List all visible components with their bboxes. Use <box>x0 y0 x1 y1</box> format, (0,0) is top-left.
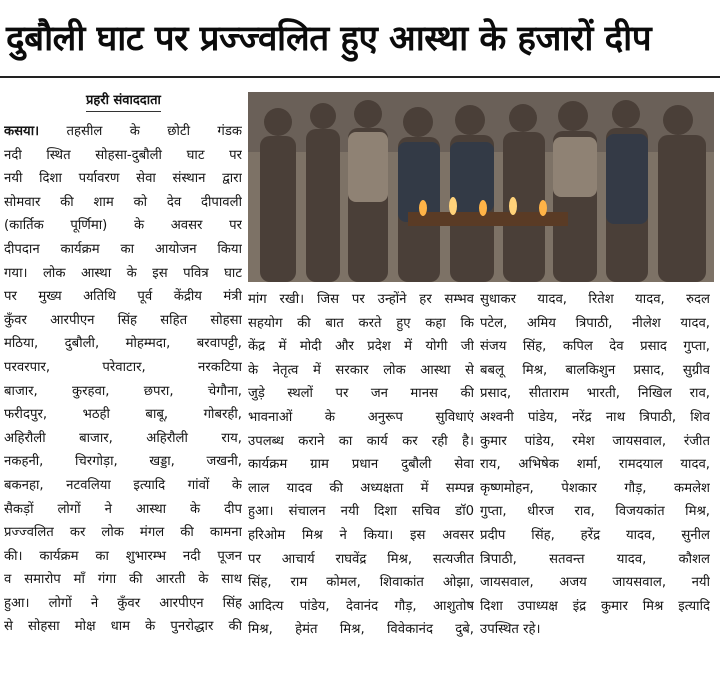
text-line: भावनाओं के अनुरूप सुविधाएं <box>248 409 474 425</box>
text-line: जुड़े स्थलों पर जन मानस की <box>248 386 474 402</box>
text-line: नदी स्थित सोहसा-दुबौली घाट पर <box>4 147 242 163</box>
text-line: संजय सिंह, कपिल देव प्रसाद गुप्ता, <box>480 339 710 355</box>
text-line: लाल यादव की अध्यक्षता में सम्पन्न <box>248 480 474 496</box>
text-line: अहिरौली बाजार, अहिरौली राय, <box>4 430 242 446</box>
text-line: फरीदपुर, भठही बाबू, गोबरही, <box>4 407 242 423</box>
text-line: हुआ। संचालन नयी दिशा सचिव डॉ0 <box>248 504 474 520</box>
text-line: जायसवाल, अजय जायसवाल, नयी <box>480 575 710 591</box>
headline-rule <box>0 76 720 78</box>
text-line: के नेतृत्व में सरकार लोक आस्था से <box>248 362 474 378</box>
text-line: प्रदीप सिंह, हरेंद्र यादव, सुनील <box>480 527 710 543</box>
text-line: उपलब्ध कराने का कार्य कर रही है। <box>248 433 474 449</box>
text-line: सिंह, राम कोमल, शिवाकांत ओझा, <box>248 575 474 591</box>
text-line: नकहनी, चिरगोड़ा, खड्डा, जखनी, <box>4 454 242 470</box>
article-photo <box>248 92 714 282</box>
text-line: बबलू मिश्र, बालकिशुन प्रसाद, सुग्रीव <box>480 362 710 378</box>
article-column-2 <box>248 288 474 642</box>
text-line: सैकड़ों लोगों ने आस्था के दीप <box>4 501 242 517</box>
text-line: मठिया, दुबौली, मोहम्मदा, बरवापट्टी, <box>4 336 242 352</box>
text-line: हरिओम मिश्र ने किया। इस अवसर <box>248 527 474 543</box>
text-line: बाजार, कुरहवा, छपरा, चेगौना, <box>4 383 242 399</box>
photo-illustration <box>248 92 714 282</box>
text-line: कृष्णमोहन, पेशकार गौड़, कमलेश <box>480 480 710 496</box>
text-line: उपस्थित रहे। <box>480 622 541 638</box>
text-line: अश्वनी पांडेय, नरेंद्र नाथ त्रिपाठी, शिव <box>480 409 710 425</box>
text-line: आदित्य पांडेय, देवानंद गौड़, आशुतोष <box>248 598 474 614</box>
headline: दुबौली घाट पर प्रज्ज्वलित हुए आस्था के हजारों दीप <box>6 19 652 59</box>
text-line: सहयोग की बात करते हुए कहा कि <box>248 315 474 331</box>
text-line: प्रसाद, सीताराम भारती, निखिल राव, <box>480 386 710 402</box>
text-line: दिशा उपाध्यक्ष इंद्र कुमार मिश्र इत्यादि <box>480 598 710 614</box>
text-line: पर मुख्य अतिथि पूर्व केंद्रीय मंत्री <box>4 289 242 305</box>
text-line: हुआ। लोगों ने कुँवर आरपीएन सिंह <box>4 595 242 611</box>
text-line: त्रिपाठी, सतवन्त यादव, कौशल <box>480 551 710 567</box>
text-line: की। कार्यक्रम का शुभारम्भ नदी पूजन <box>4 548 242 564</box>
text-line: कुमार पांडेय, रमेश जायसवाल, रंजीत <box>480 433 710 449</box>
byline: प्रहरी संवाददाता <box>86 90 161 112</box>
dateline: कसया। <box>4 124 40 139</box>
text-line: से सोहसा मोक्ष धाम के पुनरोद्धार की <box>4 619 242 635</box>
text-line: केंद्र में मोदी और प्रदेश में योगी जी <box>248 339 474 355</box>
text-line: मिश्र, हेमंत मिश्र, विवेकानंद दुबे, <box>248 622 474 638</box>
text-line: व समारोप माँ गंगा की आरती के साथ <box>4 572 242 588</box>
text-line: (कार्तिक पूर्णिमा) के अवसर पर <box>4 218 242 234</box>
article-column-3 <box>480 288 710 642</box>
text-line: सुधाकर यादव, रितेश यादव, रुदल <box>480 292 710 307</box>
text-line: गुप्ता, धीरज राव, विजयकांत मिश्र, <box>480 504 710 520</box>
text-line: परवरपार, परेवाटार, नरकटिया <box>4 359 242 375</box>
text-line: राय, अभिषेक शर्मा, रामदयाल यादव, <box>480 457 710 473</box>
article-column-1 <box>4 120 242 639</box>
text-line: गया। लोक आस्था के इस पवित्र घाट <box>4 265 242 281</box>
text-line: मांग रखी। जिस पर उन्होंने हर सम्भव <box>248 292 474 307</box>
text-line: नयी दिशा पर्यावरण सेवा संस्थान द्वारा <box>4 171 242 187</box>
text-line: तहसील के छोटी गंडक <box>66 124 242 139</box>
text-line: पटेल, अमिय त्रिपाठी, नीलेश यादव, <box>480 315 710 331</box>
text-line: प्रज्ज्वलित कर लोक मंगल की कामना <box>4 525 242 541</box>
text-line: कार्यक्रम ग्राम प्रधान दुबौली सेवा <box>248 457 474 473</box>
text-line: सोमवार की शाम को देव दीपावली <box>4 194 242 210</box>
text-line: पर आचार्य राघवेंद्र मिश्र, सत्यजीत <box>248 551 474 567</box>
text-line: कुँवर आरपीएन सिंह सहित सोहसा <box>4 312 242 328</box>
text-line: बकनहा, नटवलिया इत्यादि गांवों के <box>4 477 242 493</box>
text-line: दीपदान कार्यक्रम का आयोजन किया <box>4 241 242 257</box>
